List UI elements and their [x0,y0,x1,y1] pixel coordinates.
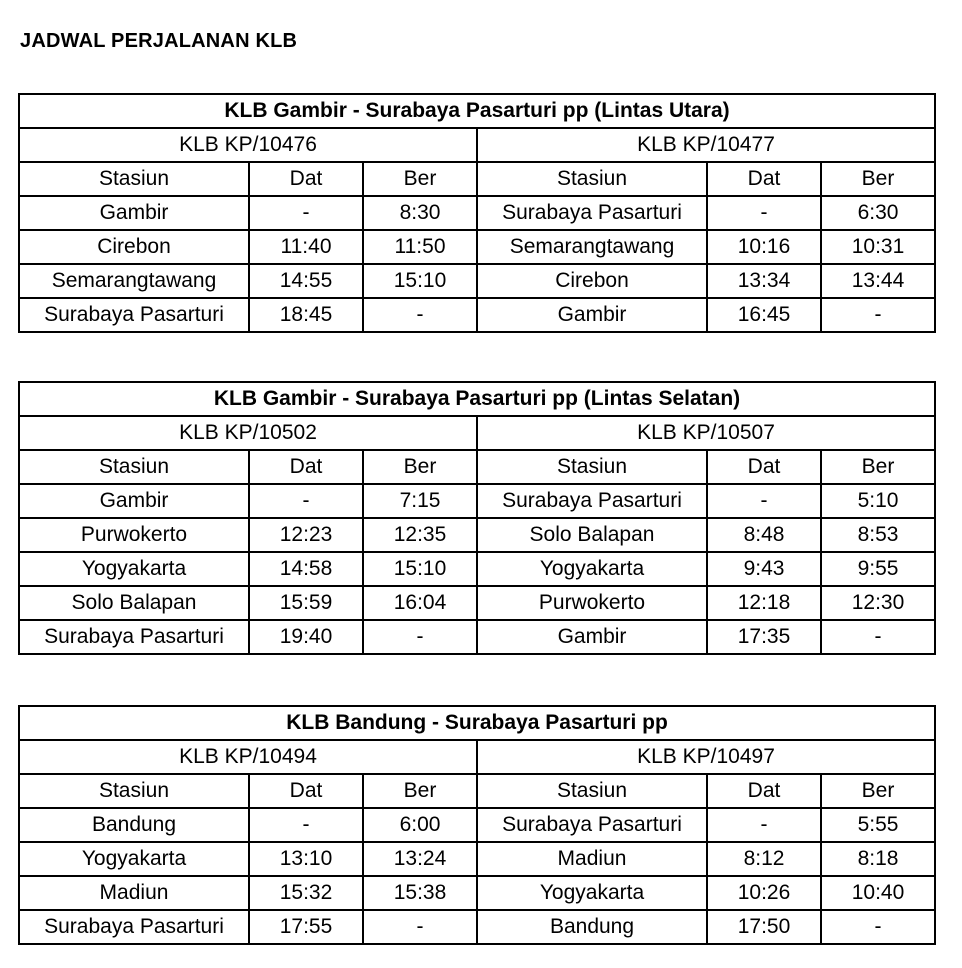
station-cell: Surabaya Pasarturi [477,808,707,842]
station-cell: Semarangtawang [19,264,249,298]
train-number-right: KLB KP/10477 [477,128,935,162]
departure-cell: 12:35 [363,518,477,552]
column-header-row [19,162,935,196]
arrival-cell: 9:43 [707,552,821,586]
schedule-table-lintas-selatan [18,381,936,655]
page-title: JADWAL PERJALANAN KLB [20,30,298,52]
station-cell: Bandung [477,910,707,944]
arrival-cell: 12:18 [707,586,821,620]
departure-cell: 10:31 [821,230,935,264]
column-header-row [19,774,935,808]
table-title-row [19,706,935,740]
column-header-dat: Dat [707,162,821,196]
arrival-cell: 17:50 [707,910,821,944]
departure-cell: - [363,298,477,332]
arrival-cell: 15:32 [249,876,363,910]
table-row [19,196,935,230]
schedule-table-lintas-utara [18,93,936,333]
table-row [19,298,935,332]
departure-cell: 5:10 [821,484,935,518]
table-row [19,518,935,552]
arrival-cell: 17:35 [707,620,821,654]
station-cell: Semarangtawang [477,230,707,264]
station-cell: Bandung [19,808,249,842]
station-cell: Purwokerto [19,518,249,552]
column-header-dat: Dat [707,450,821,484]
column-header-stasiun: Stasiun [19,774,249,808]
station-cell: Yogyakarta [19,552,249,586]
column-header-stasiun: Stasiun [19,450,249,484]
table-row [19,808,935,842]
departure-cell: 8:30 [363,196,477,230]
column-header-stasiun: Stasiun [477,162,707,196]
arrival-cell: 16:45 [707,298,821,332]
departure-cell: 15:38 [363,876,477,910]
train-number-row [19,128,935,162]
departure-cell: 7:15 [363,484,477,518]
arrival-cell: 10:26 [707,876,821,910]
arrival-cell: 17:55 [249,910,363,944]
arrival-cell: - [249,808,363,842]
station-cell: Yogyakarta [19,842,249,876]
station-cell: Madiun [477,842,707,876]
arrival-cell: 10:16 [707,230,821,264]
table-row [19,264,935,298]
column-header-row [19,450,935,484]
column-header-ber: Ber [363,450,477,484]
departure-cell: - [821,298,935,332]
departure-cell: 6:00 [363,808,477,842]
column-header-ber: Ber [363,162,477,196]
station-cell: Gambir [477,298,707,332]
arrival-cell: 15:59 [249,586,363,620]
departure-cell: 15:10 [363,552,477,586]
arrival-cell: 8:12 [707,842,821,876]
table-title: KLB Gambir - Surabaya Pasarturi pp (Lintas Utara) [19,94,935,128]
station-cell: Surabaya Pasarturi [19,298,249,332]
departure-cell: 11:50 [363,230,477,264]
train-number-left: KLB KP/10476 [19,128,477,162]
table-title: KLB Bandung - Surabaya Pasarturi pp [19,706,935,740]
table-row [19,552,935,586]
departure-cell: - [821,910,935,944]
station-cell: Surabaya Pasarturi [19,620,249,654]
arrival-cell: - [707,196,821,230]
column-header-ber: Ber [821,450,935,484]
station-cell: Yogyakarta [477,876,707,910]
departure-cell: 6:30 [821,196,935,230]
station-cell: Surabaya Pasarturi [477,196,707,230]
table-title-row [19,94,935,128]
station-cell: Solo Balapan [19,586,249,620]
station-cell: Surabaya Pasarturi [19,910,249,944]
arrival-cell: 11:40 [249,230,363,264]
station-cell: Gambir [477,620,707,654]
station-cell: Yogyakarta [477,552,707,586]
station-cell: Cirebon [477,264,707,298]
departure-cell: - [363,910,477,944]
arrival-cell: 14:55 [249,264,363,298]
table-title-row [19,382,935,416]
departure-cell: - [363,620,477,654]
column-header-stasiun: Stasiun [477,450,707,484]
station-cell: Solo Balapan [477,518,707,552]
column-header-ber: Ber [821,162,935,196]
departure-cell: 13:24 [363,842,477,876]
arrival-cell: 19:40 [249,620,363,654]
station-cell: Purwokerto [477,586,707,620]
schedule-table-bandung [18,705,936,945]
table-row [19,484,935,518]
arrival-cell: 8:48 [707,518,821,552]
arrival-cell: 18:45 [249,298,363,332]
station-cell: Cirebon [19,230,249,264]
column-header-dat: Dat [249,450,363,484]
table-row [19,876,935,910]
column-header-ber: Ber [821,774,935,808]
table-row [19,842,935,876]
departure-cell: 15:10 [363,264,477,298]
departure-cell: 13:44 [821,264,935,298]
departure-cell: 10:40 [821,876,935,910]
arrival-cell: 14:58 [249,552,363,586]
station-cell: Madiun [19,876,249,910]
departure-cell: 8:18 [821,842,935,876]
column-header-dat: Dat [707,774,821,808]
train-number-row [19,740,935,774]
column-header-dat: Dat [249,774,363,808]
station-cell: Surabaya Pasarturi [477,484,707,518]
departure-cell: 12:30 [821,586,935,620]
train-number-left: KLB KP/10502 [19,416,477,450]
column-header-stasiun: Stasiun [19,162,249,196]
table-row [19,910,935,944]
arrival-cell: - [249,484,363,518]
column-header-ber: Ber [363,774,477,808]
arrival-cell: 13:10 [249,842,363,876]
arrival-cell: - [707,484,821,518]
arrival-cell: - [707,808,821,842]
train-number-right: KLB KP/10497 [477,740,935,774]
arrival-cell: 13:34 [707,264,821,298]
column-header-dat: Dat [249,162,363,196]
station-cell: Gambir [19,196,249,230]
train-number-right: KLB KP/10507 [477,416,935,450]
departure-cell: 8:53 [821,518,935,552]
table-title: KLB Gambir - Surabaya Pasarturi pp (Lintas Selatan) [19,382,935,416]
departure-cell: - [821,620,935,654]
arrival-cell: - [249,196,363,230]
departure-cell: 16:04 [363,586,477,620]
column-header-stasiun: Stasiun [477,774,707,808]
arrival-cell: 12:23 [249,518,363,552]
departure-cell: 5:55 [821,808,935,842]
table-row [19,620,935,654]
train-number-row [19,416,935,450]
train-number-left: KLB KP/10494 [19,740,477,774]
station-cell: Gambir [19,484,249,518]
departure-cell: 9:55 [821,552,935,586]
table-row [19,586,935,620]
table-row [19,230,935,264]
